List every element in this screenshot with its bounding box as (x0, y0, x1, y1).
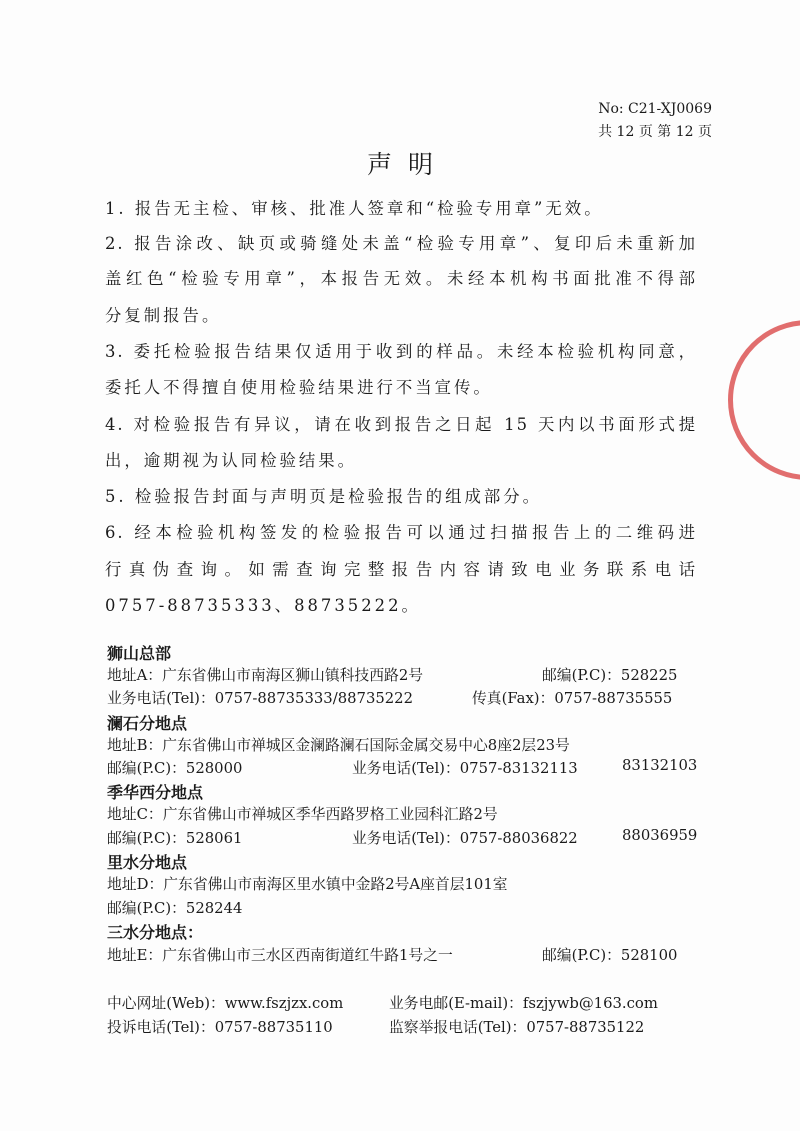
jihuaxi-tel2: 88036959 (622, 827, 698, 844)
sanshui-address: 地址E：广东省佛山市三水区西南街道红牛路1号之一 (107, 947, 453, 964)
shishan-address: 地址A：广东省佛山市南海区狮山镇科技西路2号 (107, 667, 424, 684)
declaration-line: 盖红色“检验专用章”，本报告无效。未经本机构书面批准不得部 (105, 269, 697, 288)
sanshui-postcode: 邮编(P.C)：528100 (542, 947, 678, 964)
shishan-fax: 传真(Fax)：0757-88735555 (472, 690, 673, 707)
declaration-line: 委托人不得擅自使用检验结果进行不当宣传。 (105, 378, 493, 397)
shishan-tel: 业务电话(Tel)：0757-88735333/88735222 (107, 690, 414, 707)
jihuaxi-address: 地址C：广东省佛山市禅城区季华西路罗格工业园科汇路2号 (107, 806, 498, 823)
declaration-line: 6. 经本检验机构签发的检验报告可以通过扫描报告上的二维码进 (105, 523, 697, 542)
lanshi-postcode: 邮编(P.C)：528000 (107, 760, 243, 777)
lanshi-address: 地址B：广东省佛山市禅城区金澜路澜石国际金属交易中心8座2层23号 (107, 737, 570, 754)
declaration-line: 5. 检验报告封面与声明页是检验报告的组成部分。 (105, 487, 543, 506)
declaration-line: 3. 委托检验报告结果仅适用于收到的样品。未经本检验机构同意， (105, 342, 697, 361)
lanshi-title: 澜石分地点 (107, 714, 188, 733)
footer-supervision: 监察举报电话(Tel)：0757-88735122 (389, 1019, 645, 1036)
declaration-line: 分复制报告。 (105, 306, 222, 325)
jihuaxi-title: 季华西分地点 (107, 783, 204, 802)
declaration-line: 1. 报告无主检、审核、批准人签章和“检验专用章”无效。 (105, 199, 604, 218)
shishan-title: 狮山总部 (107, 644, 172, 663)
lishui-title: 里水分地点 (107, 853, 188, 872)
declaration-line: 4. 对检验报告有异议，请在收到报告之日起 15 天内以书面形式提 (105, 415, 697, 434)
jihuaxi-postcode: 邮编(P.C)：528061 (107, 830, 243, 847)
lishui-postcode: 邮编(P.C)：528244 (107, 900, 243, 917)
red-seal-stamp-icon (728, 320, 800, 480)
shishan-postcode: 邮编(P.C)：528225 (542, 667, 678, 684)
declaration-line: 2. 报告涂改、缺页或骑缝处未盖“检验专用章”、复印后未重新加 (105, 234, 697, 253)
declaration-line: 出，逾期视为认同检验结果。 (105, 451, 358, 470)
lanshi-tel2: 83132103 (622, 757, 698, 774)
page-title: 声明 (366, 150, 449, 179)
page-count: 共 12 页 第 12 页 (598, 124, 712, 140)
sanshui-title: 三水分地点： (107, 923, 204, 942)
report-number: No: C21-XJ0069 (598, 101, 712, 117)
footer-email: 业务电邮(E-mail)：fszjywb@163.com (389, 995, 658, 1012)
footer-web: 中心网址(Web)：www.fszjzx.com (107, 995, 344, 1012)
declaration-line: 0757-88735333、88735222。 (105, 596, 421, 615)
lanshi-tel: 业务电话(Tel)：0757-83132113 (352, 760, 578, 777)
lishui-address: 地址D：广东省佛山市南海区里水镇中金路2号A座首层101室 (107, 876, 508, 893)
jihuaxi-tel: 业务电话(Tel)：0757-88036822 (352, 830, 578, 847)
footer-complaint: 投诉电话(Tel)：0757-88735110 (107, 1019, 333, 1036)
declaration-line: 行真伪查询。如需查询完整报告内容请致电业务联系电话 (105, 560, 697, 579)
